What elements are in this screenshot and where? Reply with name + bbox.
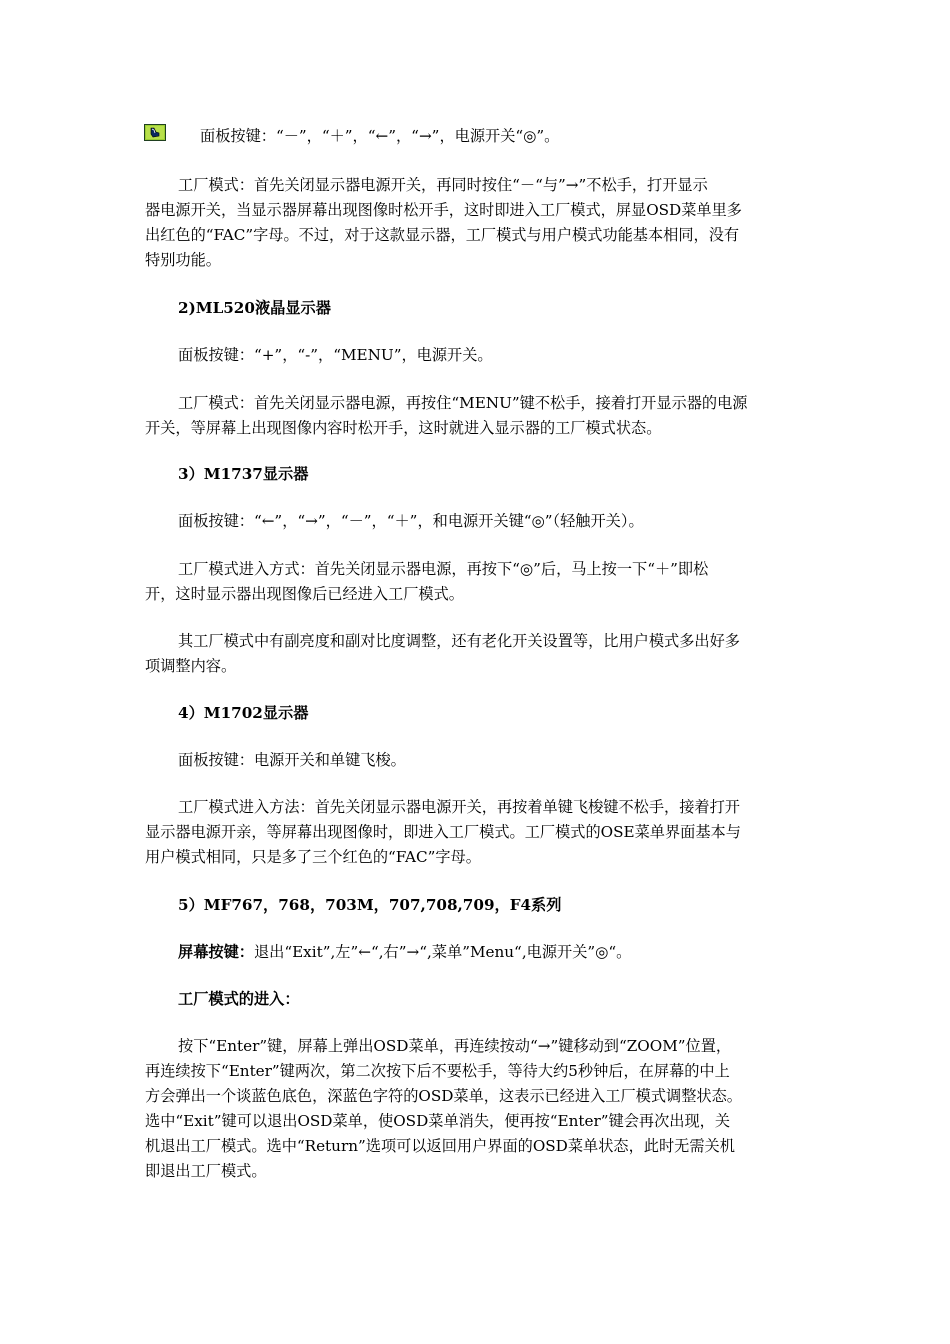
paragraph-line: 面板按键：电源开关和单键飞梭。: [178, 751, 406, 769]
paragraph-line: 再连续按下“Enter”键两次，第二次按下后不要松手，等待大约5秒钟后，在屏幕的中上: [145, 1062, 730, 1080]
screen-keys-text: 退出“Exit”,左”←“,右”→“,菜单”Menu“,电源开关”◎“。: [253, 943, 632, 961]
paragraph-line: 选中“Exit”键可以退出OSD菜单，使OSD菜单消失，便再按“Enter”键会再次出现，关: [145, 1112, 731, 1130]
paragraph-line: 项调整内容。: [145, 657, 237, 675]
screen-keys-label: 屏幕按键：: [178, 943, 254, 961]
section-heading: 3）M1737显示器: [178, 465, 309, 483]
screen-keys-line: [178, 940, 843, 964]
paragraph-line: 器电源开关，当显示器屏幕出现图像时松开手，这时即进入工厂模式，屏显OSD菜单里多: [145, 201, 742, 219]
section-heading: 5）MF767，768，703M，707,708,709，F4系列: [178, 896, 562, 914]
paragraph-line: 特别功能。: [145, 251, 221, 269]
paragraph-line: 面板按键：“+”，“-”，“MENU”，电源开关。: [178, 346, 493, 364]
paragraph-line: 即退出工厂模式。: [145, 1162, 267, 1180]
section-heading: 工厂模式的进入：: [178, 990, 300, 1008]
paragraph-line: 用户模式相同，只是多了三个红色的“FAC”字母。: [145, 848, 481, 866]
paragraph-line: 工厂模式进入方法：首先关闭显示器电源开关，再按着单键飞梭键不松手，接着打开: [178, 798, 740, 816]
paragraph-line: 开关，等屏幕上出现图像内容时松开手，这时就进入显示器的工厂模式状态。: [145, 419, 662, 437]
panel-keys-line-1: 面板按键：“－”，“＋”，“←”，“→”，电源开关“◎”。: [200, 127, 560, 145]
paragraph-line: 显示器电源开亲，等屏幕出现图像时，即进入工厂模式。工厂模式的OSE菜单界面基本与: [145, 823, 741, 841]
paragraph-line: 其工厂模式中有副亮度和副对比度调整，还有老化开关设置等，比用户模式多出好多: [178, 632, 740, 650]
paragraph-line: 开，这时显示器出现图像后已经进入工厂模式。: [145, 585, 464, 603]
section-heading: 4）M1702显示器: [178, 704, 309, 722]
paragraph-line: 工厂模式进入方式：首先关闭显示器电源，再按下“◎”后，马上按一下“＋”即松: [178, 560, 709, 578]
paragraph-line: 工厂模式：首先关闭显示器电源开关，再同时按住“－“与”→”不松手，打开显示: [178, 176, 708, 194]
paragraph-line: 出红色的“FAC”字母。不过，对于这款显示器，工厂模式与用户模式功能基本相同，没有: [145, 226, 740, 244]
paragraph-line: 面板按键：“←”，“→”，“－”，“＋”，和电源开关键“◎”（轻触开关）。: [178, 512, 644, 530]
paragraph-line: 按下“Enter”键，屏幕上弹出OSD菜单，再连续按动“→”键移动到“ZOOM”位置，: [178, 1037, 732, 1055]
note-hand-icon: [144, 124, 166, 141]
paragraph-line: 机退出工厂模式。选中“Return”选项可以返回用户界面的OSD菜单状态，此时无需关机: [145, 1137, 735, 1155]
paragraph-line: 方会弹出一个谈蓝色底色，深蓝色字符的OSD菜单，这表示已经进入工厂模式调整状态。: [145, 1087, 742, 1105]
section-heading: 2)ML520液晶显示器: [178, 299, 331, 317]
paragraph-line: 工厂模式：首先关闭显示器电源，再按住“MENU”键不松手，接着打开显示器的电源: [178, 394, 748, 412]
